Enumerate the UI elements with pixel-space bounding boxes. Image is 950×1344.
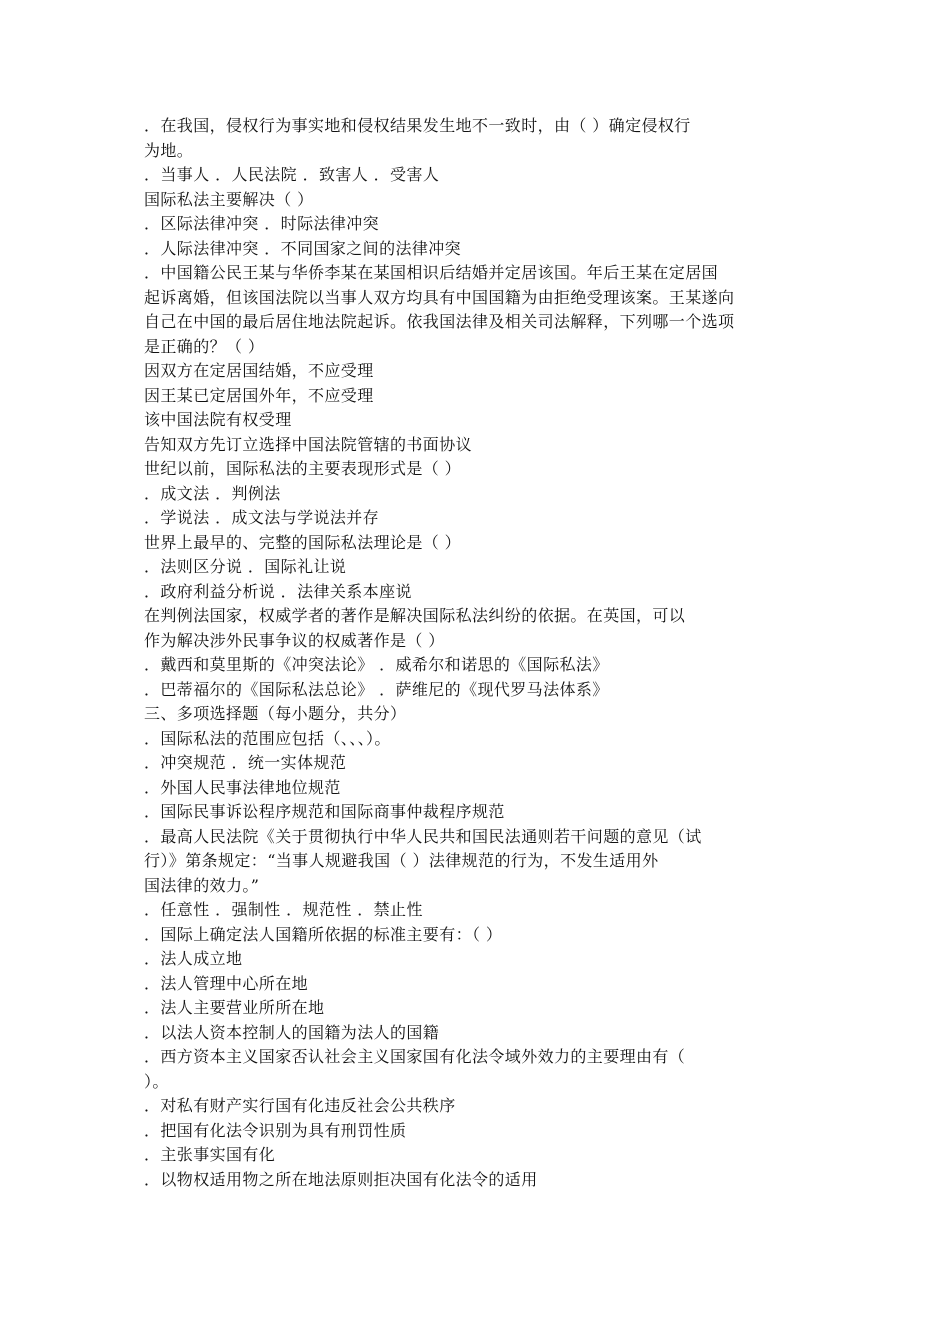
text-line: ．学说法 ．成文法与学说法并存 [144, 508, 380, 527]
text-line: ．政府利益分析说 ．法律关系本座说 [144, 581, 412, 601]
text-line: ．以物权适用物之所在地法原则拒决国有化法令的适用 [144, 1169, 538, 1189]
text-line: ．在我国，侵权行为事实地和侵权结果发生地不一致时，由（ ）确定侵权行 [144, 116, 691, 135]
text-line: ．成文法 ．判例法 [144, 483, 281, 503]
text-line: 起诉离婚，但该国法院以当事人双方均具有中国国籍为由拒绝受理该案。王某遂向 [144, 287, 735, 307]
document-body [144, 114, 816, 1192]
text-line: ．戴西和莫里斯的《冲突法论》 ．威希尔和诺思的《国际私法》 [144, 655, 609, 674]
text-line: ．最高人民法院《关于贯彻执行中华人民共和国民法通则若干问题的意见（试 [144, 826, 702, 846]
text-line: 行）》第条规定：“当事人规避我国（ ）法律规范的行为，不发生适用外 [144, 851, 659, 870]
text-line: ．法人成立地 [144, 949, 243, 968]
text-line: 世界上最早的、完整的国际私法理论是（ ） [144, 532, 462, 552]
text-line: ．法人主要营业所所在地 [144, 998, 325, 1017]
text-line: 告知双方先订立选择中国法院管辖的书面协议 [144, 434, 473, 454]
text-line: ．西方资本主义国家否认社会主义国家国有化法令域外效力的主要理由有（ [144, 1047, 686, 1066]
text-line: ．国际上确定法人国籍所依据的标准主要有：（ ） [144, 924, 503, 944]
text-line: 是正确的？（ ） [144, 336, 265, 356]
text-line: 国际私法主要解决（ ） [144, 189, 314, 209]
text-line: ）。 [144, 1071, 169, 1091]
text-line: 因双方在定居国结婚，不应受理 [144, 361, 374, 380]
text-line: ．人际法律冲突 ．不同国家之间的法律冲突 [144, 238, 462, 258]
text-line: ．法人管理中心所在地 [144, 973, 309, 993]
text-line: 世纪以前，国际私法的主要表现形式是（ ） [144, 459, 462, 478]
text-line: ．法则区分说 ．国际礼让说 [144, 557, 347, 576]
text-line: ．以法人资本控制人的国籍为法人的国籍 [144, 1022, 440, 1042]
text-line: 作为解决涉外民事争议的权威著作是（ ） [144, 630, 445, 650]
text-line: ．巴蒂福尔的《国际私法总论》 ．萨维尼的《现代罗马法体系》 [144, 679, 609, 699]
text-line: ．对私有财产实行国有化违反社会公共秩序 [144, 1096, 456, 1115]
text-line: 该中国法院有权受理 [144, 410, 292, 429]
text-line: ．把国有化法令识别为具有刑罚性质 [144, 1120, 407, 1140]
text-line: 三、多项选择题（每小题分，共分） [144, 704, 407, 723]
text-line: ．任意性 ．强制性 ．规范性 ．禁止性 [144, 900, 423, 919]
text-line: ．国际私法的范围应包括（、、、）。 [144, 728, 391, 748]
text-line: 因王某已定居国外年，不应受理 [144, 385, 374, 405]
text-line: ．冲突规范 ．统一实体规范 [144, 753, 347, 772]
text-line: ．外国人民事法律地位规范 [144, 777, 341, 797]
text-line: 为地。 [144, 140, 194, 160]
text-line: 国法律的效力。” [144, 875, 260, 895]
text-line: ．主张事实国有化 [144, 1145, 276, 1164]
text-line: ．当事人 ．人民法院 ．致害人 ．受害人 [144, 165, 440, 184]
text-line: ．区际法律冲突 ．时际法律冲突 [144, 214, 380, 233]
text-line: ．中国籍公民王某与华侨李某在某国相识后结婚并定居该国。年后王某在定居国 [144, 263, 719, 282]
text-line: 自己在中国的最后居住地法院起诉。依我国法律及相关司法解释，下列哪一个选项 [144, 312, 735, 331]
text-line: 在判例法国家，权威学者的著作是解决国际私法纠纷的依据。在英国，可以 [144, 606, 686, 625]
text-line: ．国际民事诉讼程序规范和国际商事仲裁程序规范 [144, 802, 505, 821]
